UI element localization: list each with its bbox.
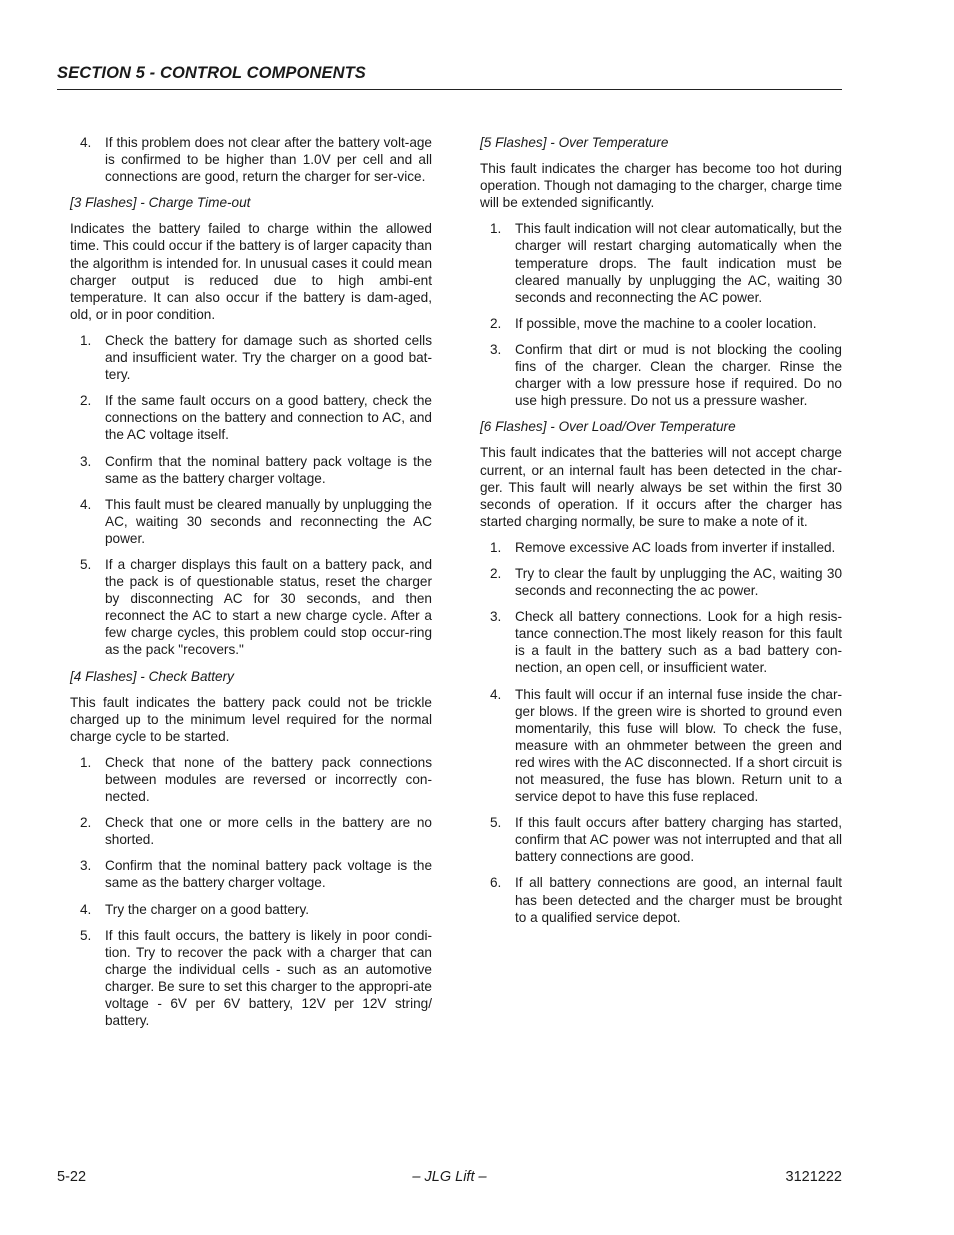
list-item: [70, 814, 432, 848]
paragraph-6-flashes: This fault indicates that the batteries will not accept charge current, or an internal fault has been detected in the char-ger. This fault will nearly always be set within the first 30 seconds of operation. If it occurs after the charger has started charging normally, be sure to make a note of it.: [480, 445, 842, 529]
list-item: [480, 814, 842, 865]
step-number: 3.: [490, 609, 502, 625]
step-text: Try the charger on a good battery.: [105, 901, 310, 917]
list-item: [480, 341, 842, 409]
step-list-6-flashes: [480, 539, 842, 926]
step-text: Check the battery for damage such as shorted cells and insufficient water. Try the charger on a good bat-tery.: [105, 332, 432, 383]
step-number: 3.: [80, 453, 92, 469]
step-number: 5.: [490, 815, 502, 831]
section-heading-3-flashes: [3 Flashes] - Charge Time-out: [70, 195, 251, 211]
page-footer: [57, 1169, 842, 1189]
step-list-3-flashes: [70, 332, 432, 659]
step-number: 3.: [490, 341, 502, 357]
list-item: [480, 220, 842, 305]
step-number: 4.: [80, 135, 92, 150]
step-text: Check all battery connections. Look for a high resis-tance connection.The most likely reason for this fault is a fault in the battery such as a bad battery con-nection, an open cell, or insufficient water.: [515, 609, 842, 676]
step-text: If all battery connections are good, an internal fault has been detected and the charger must be brought to a qualified service depot.: [515, 875, 842, 925]
step-list-4-flashes: [70, 754, 432, 1029]
step-number: 1.: [490, 539, 502, 555]
document-number: 3121222: [785, 1169, 842, 1185]
list-item: [70, 392, 432, 443]
list-item: [70, 927, 432, 1030]
list-item: [480, 539, 842, 556]
page-number: 5-22: [57, 1169, 87, 1185]
step-text: If this fault occurs after battery charging has started, confirm that AC power was not interrupted and that all battery connections are good.: [515, 815, 842, 865]
step-text: Check that one or more cells in the battery are no shorted.: [105, 815, 432, 848]
list-item: [480, 686, 842, 806]
section-title: SECTION 5 - CONTROL COMPONENTS: [57, 64, 366, 82]
step-text: This fault indication will not clear automatically, but the charger will restart charging automatically when the temperature drops. The fault indication must be cleared manually by unplugging the AC, waiting 30 seconds and reconnecting the AC power.: [515, 221, 842, 305]
step-number: 2.: [80, 393, 92, 409]
list-item: [70, 857, 432, 891]
list-item: [70, 556, 432, 659]
step-text: This fault will occur if an internal fuse inside the char-ger blows. If the green wire is shorted to ground even momentarily, this fuse will blow. To check the fuse, measure with an ohmmeter between the green and red wires with the AC disconnected. If a short circuit is not measured, the fuse has blown. Return unit to a service depot to have this fuse replaced.: [515, 686, 842, 805]
list-item: [70, 453, 432, 487]
step-number: 2.: [80, 815, 92, 831]
step-number: 5.: [80, 927, 92, 943]
step-text: If possible, move the machine to a cooler location.: [515, 315, 817, 331]
list-item: [480, 608, 842, 676]
step-number: 4.: [80, 901, 92, 917]
step-text: Remove excessive AC loads from inverter if installed.: [515, 539, 836, 555]
section-heading-4-flashes: [4 Flashes] - Check Battery: [70, 668, 234, 684]
step-number: 1.: [80, 754, 92, 770]
step-text: Confirm that dirt or mud is not blocking the cooling fins of the charger. Clean the charger. Rinse the charger with a low pressure hose if required. Do no use high pressure. Do not us a pressure washer.: [515, 341, 842, 409]
list-item: [480, 874, 842, 925]
paragraph-5-flashes: This fault indicates the charger has become too hot during operation. Though not damaging to the charger, charge time will be extended significantly.: [480, 161, 842, 211]
step-text: If a charger displays this fault on a battery pack, and the pack is of questionable status, reset the charger by disconnecting AC for 30 seconds, and then reconnect the AC to start a new charge cycle. After a few charge cycles, this problem could stop occur-ring as the pack "recovers.": [105, 556, 432, 658]
step-text: If this problem does not clear after the battery volt-age is confirmed to be higher than 1.0V per cell and all connections are good, return the charger for ser-vice.: [105, 135, 432, 185]
intro-step-list: [70, 134, 432, 185]
step-number: 2.: [490, 315, 502, 331]
footer-brand: – JLG Lift –: [412, 1169, 487, 1185]
step-list-5-flashes: [480, 220, 842, 409]
step-number: 2.: [490, 565, 502, 581]
step-number: 3.: [80, 858, 92, 874]
step-text: If the same fault occurs on a good battery, check the connections on the battery and connection to AC, and the AC voltage itself.: [105, 393, 432, 443]
step-text: Confirm that the nominal battery pack voltage is the same as the battery charger voltage.: [105, 453, 432, 486]
right-column: [480, 134, 842, 935]
section-heading-6-flashes: [6 Flashes] - Over Load/Over Temperature: [480, 419, 736, 435]
paragraph-4-flashes: This fault indicates the battery pack could not be trickle charged up to the minimum level required for the normal charge cycle to be started.: [70, 694, 432, 744]
list-item: [480, 315, 842, 332]
section-heading-5-flashes: [5 Flashes] - Over Temperature: [480, 135, 669, 150]
step-number: 1.: [80, 332, 92, 348]
list-item: [70, 134, 432, 185]
list-item: [70, 754, 432, 805]
step-text: Confirm that the nominal battery pack voltage is the same as the battery charger voltage.: [105, 858, 432, 891]
list-item: [480, 565, 842, 599]
step-text: Try to clear the fault by unplugging the AC, waiting 30 seconds and reconnecting the ac power.: [515, 565, 842, 599]
step-number: 1.: [490, 221, 502, 237]
list-item: [70, 496, 432, 547]
step-number: 5.: [80, 556, 92, 572]
step-number: 4.: [80, 496, 92, 512]
step-text: If this fault occurs, the battery is likely in poor condi-tion. Try to recover the pack with a charger that can charge the individual cells - such as an automotive charger. Be sure to set this charger to the appropri-ate voltage - 6V per 6V battery, 12V per 12V string/ battery.: [105, 927, 432, 1029]
list-item: [70, 901, 432, 918]
page-header: [57, 64, 842, 90]
step-number: 6.: [490, 875, 502, 891]
paragraph-3-flashes: Indicates the battery failed to charge within the allowed time. This could occur if the battery is of larger capacity than the algorithm is intended for. In unusual cases it could mean charger output is reduced due to high ambi-ent temperature. It can also occur if the battery is dam-aged, old, or in poor condition.: [70, 221, 432, 322]
step-text: This fault must be cleared manually by unplugging the AC, waiting 30 seconds and reconnecting the AC power.: [105, 496, 432, 546]
list-item: [70, 332, 432, 383]
step-number: 4.: [490, 686, 502, 702]
left-column: [70, 134, 432, 1038]
step-text: Check that none of the battery pack connections between modules are reversed or incorrectly con-nected.: [105, 754, 432, 805]
